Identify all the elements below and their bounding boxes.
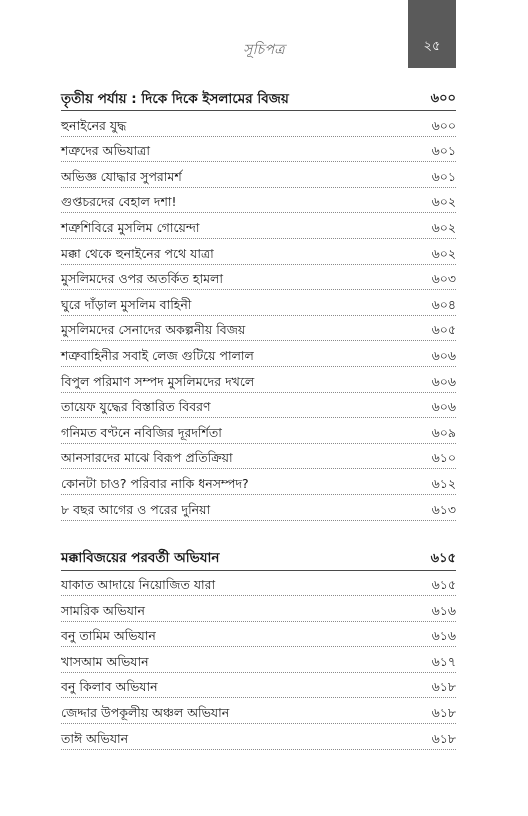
toc-section-heading <box>61 83 456 111</box>
entry-title: যাকাত আদায়ে নিয়োজিত যারা <box>61 577 216 593</box>
entry-page-number: ৬০৬ <box>431 347 456 363</box>
section-page-number: ৬০০ <box>430 91 456 107</box>
toc-entry <box>61 698 456 724</box>
entry-page-number: ৬০১ <box>431 143 456 159</box>
entry-page-number: ৬১৭ <box>431 653 456 669</box>
entry-page-number: ৬১৮ <box>431 730 456 746</box>
entry-page-number: ৬০৩ <box>431 271 456 287</box>
toc-entry <box>61 162 456 188</box>
entry-page-number: ৬০৪ <box>431 296 456 312</box>
entry-title: ঘুরে দাঁড়াল মুসলিম বাহিনী <box>61 296 192 312</box>
entry-title: শত্রুশিবিরে মুসলিম গোয়েন্দা <box>61 219 200 235</box>
page-number: ২৫ <box>423 39 441 54</box>
toc-entry <box>61 188 456 214</box>
entry-title: সামরিক অভিযান <box>61 602 145 618</box>
toc-entry <box>61 444 456 470</box>
section-spacer <box>61 521 456 543</box>
toc-entry <box>61 393 456 419</box>
entry-page-number: ৬০২ <box>431 245 456 261</box>
entry-title: তায়েফ যুদ্ধের বিস্তারিত বিবরণ <box>61 399 211 415</box>
entry-title: তাঈ অভিযান <box>61 730 129 746</box>
entry-title: হুনাইনের যুদ্ধ <box>61 117 127 133</box>
toc-entry <box>61 724 456 750</box>
entry-title: বনু কিলাব অভিযান <box>61 679 158 695</box>
toc-entry <box>61 111 456 137</box>
entry-page-number: ৬০২ <box>431 194 456 210</box>
entry-page-number: ৬০৬ <box>431 373 456 389</box>
entry-page-number: ৬১৮ <box>431 679 456 695</box>
toc-entry <box>61 341 456 367</box>
entry-title: ৮ বছর আগের ও পরের দুনিয়া <box>61 501 211 517</box>
entry-page-number: ৬১৬ <box>431 628 456 644</box>
entry-title: শত্রুদের অভিযাত্রা <box>61 143 150 159</box>
toc-entry <box>61 316 456 342</box>
entry-page-number: ৬১৩ <box>431 501 456 517</box>
entry-page-number: ৬১০ <box>431 450 456 466</box>
toc-entry <box>61 290 456 316</box>
page-number-tab <box>408 0 456 68</box>
toc-entry <box>61 137 456 163</box>
toc-entry <box>61 596 456 622</box>
toc-entry <box>61 571 456 597</box>
toc-section-heading <box>61 543 456 571</box>
toc-entry <box>61 367 456 393</box>
toc-entry <box>61 495 456 521</box>
toc-entry <box>61 213 456 239</box>
entry-page-number: ৬০১ <box>431 168 456 184</box>
section-page-number: ৬১৫ <box>430 550 456 566</box>
entry-title: শত্রুবাহিনীর সবাই লেজ গুটিয়ে পালাল <box>61 347 254 363</box>
entry-page-number: ৬০০ <box>431 117 456 133</box>
toc-entry <box>61 265 456 291</box>
entry-page-number: ৬১২ <box>431 475 456 491</box>
toc-entry <box>61 622 456 648</box>
toc-entry <box>61 469 456 495</box>
table-of-contents <box>61 83 456 750</box>
entry-title: বিপুল পরিমাণ সম্পদ মুসলিমদের দখলে <box>61 373 255 389</box>
entry-title: মুসলিমদের ওপর অতর্কিত হামলা <box>61 271 223 287</box>
entry-page-number: ৬০৯ <box>431 424 456 440</box>
entry-title: মক্কা থেকে হুনাইনের পথে যাত্রা <box>61 245 214 261</box>
entry-title: মুসলিমদের সেনাদের অকল্পনীয় বিজয় <box>61 322 246 338</box>
running-head: সূচিপত্র <box>243 42 285 58</box>
toc-entry <box>61 673 456 699</box>
entry-title: গুপ্তচরদের বেহাল দশা! <box>61 194 177 210</box>
section-title: তৃতীয় পর্যায় : দিকে দিকে ইসলামের বিজয় <box>61 90 289 107</box>
toc-entry <box>61 418 456 444</box>
entry-page-number: ৬১৬ <box>431 602 456 618</box>
entry-page-number: ৬০৫ <box>431 322 456 338</box>
entry-title: বনু তামিম অভিযান <box>61 628 156 644</box>
entry-title: আনসারদের মাঝে বিরূপ প্রতিক্রিয়া <box>61 450 233 466</box>
entry-title: গনিমত বণ্টনে নবিজির দূরদর্শিতা <box>61 424 222 440</box>
entry-page-number: ৬১৮ <box>431 705 456 721</box>
entry-title: খাসআম অভিযান <box>61 653 149 669</box>
entry-title: জেদ্দার উপকূলীয় অঞ্চল অভিযান <box>61 705 230 721</box>
entry-page-number: ৬১৫ <box>431 577 456 593</box>
entry-page-number: ৬০৬ <box>431 399 456 415</box>
entry-title: অভিজ্ঞ যোদ্ধার সুপরামর্শ <box>61 168 182 184</box>
entry-page-number: ৬০২ <box>431 219 456 235</box>
section-title: মক্কাবিজয়ের পরবর্তী অভিযান <box>61 550 220 567</box>
entry-title: কোনটা চাও? পরিবার নাকি ধনসম্পদ? <box>61 475 249 491</box>
toc-entry <box>61 647 456 673</box>
toc-entry <box>61 239 456 265</box>
